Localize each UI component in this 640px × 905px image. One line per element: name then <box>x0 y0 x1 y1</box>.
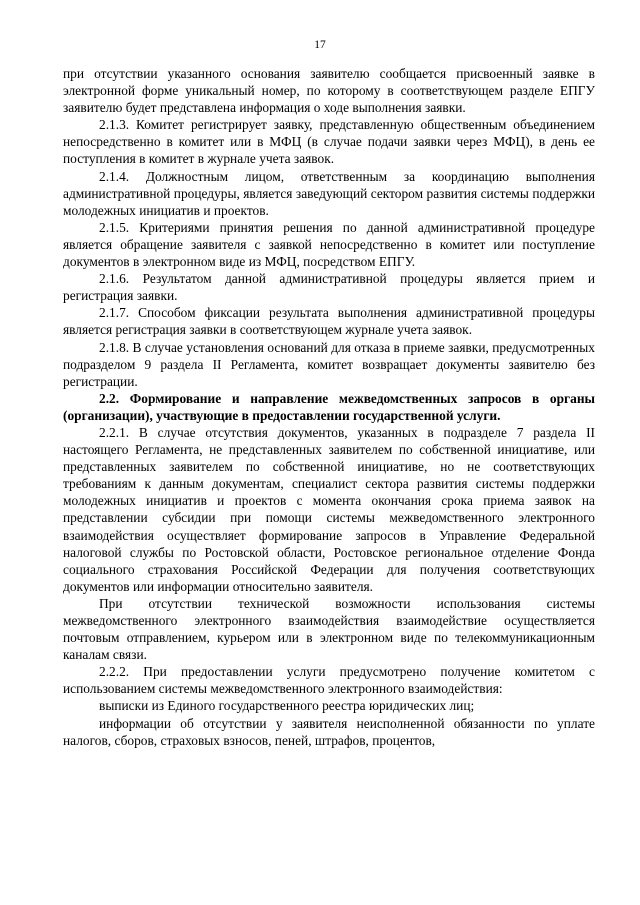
paragraph: информации об отсутствии у заявителя неисполненной обязанности по уплате налогов, сборов, страховых взносов, пеней, штрафов, процентов, <box>63 715 595 748</box>
paragraph: 2.1.4. Должностным лицом, ответственным за координацию выполнения административной процедуры, является заведующий сектором развития системы поддержки молодежных инициатив и проектов. <box>63 168 595 218</box>
section-heading: 2.2. Формирование и направление межведомственных запросов в органы (организации), участвующие в предоставлении государственной услуги. <box>63 390 595 423</box>
paragraph: выписки из Единого государственного реестра юридических лиц; <box>99 698 475 714</box>
document-body <box>63 65 595 749</box>
paragraph: 2.1.6. Результатом данной административной процедуры является прием и регистрация заявки. <box>63 271 595 304</box>
paragraph: 2.2.2. При предоставлении услуги предусмотрено получение комитетом с использованием системы межведомственного электронного взаимодействия: <box>63 664 595 697</box>
page-number: 17 <box>314 39 326 51</box>
paragraph: 2.1.7. Способом фиксации результата выполнения административной процедуры является регистрация заявки в соответствующем журнале учета заявок. <box>63 305 595 338</box>
paragraph: при отсутствии указанного основания заявителю сообщается присвоенный заявке в электронной форме уникальный номер, по которому в соответствующем разделе ЕПГУ заявителю будет представлена информация о ходе выполнения заявки. <box>63 66 595 116</box>
paragraph: 2.1.5. Критериями принятия решения по данной административной процедуре является обращение заявителя с заявкой непосредственно в комитет или поступление документов в электронном виде из МФЦ, посредством ЕПГУ. <box>63 219 595 270</box>
paragraph: 2.2.1. В случае отсутствия документов, указанных в подразделе 7 раздела II настоящего Регламента, не представленных заявителем по собственной инициативе, или представленных заявителем по собственной инициативе, но не соответствующих требованиям к данным документам, специалист сектора развития системы поддержки молодежных инициатив и проектов с момента окончания срока приема заявок на представлении субсидии при помощи системы межведомственного электронного взаимодействия осуществляет формирование запросов в Управление Федеральной налоговой службы по Ростовской области, Ростовское региональное отделение Фонда социального страхования Российской Федерации для получения соответствующих документов или информации относительно заявителя. <box>63 424 595 594</box>
paragraph: 2.1.3. Комитет регистрирует заявку, представленную общественным объединением непосредственно в комитет или в МФЦ (в случае подачи заявки через МФЦ), в день ее поступления в комитет в журнале учета заявок. <box>63 117 595 167</box>
paragraph: 2.1.8. В случае установления оснований для отказа в приеме заявки, предусмотренных подразделом 9 раздела II Регламента, комитет возвращает документы заявителю без регистрации. <box>63 339 595 389</box>
paragraph: При отсутствии технической возможности использования системы межведомственного электронного взаимодействия взаимодействие осуществляется почтовым отправлением, курьером или в электронном виде по телекоммуникационным каналам связи. <box>63 595 595 663</box>
